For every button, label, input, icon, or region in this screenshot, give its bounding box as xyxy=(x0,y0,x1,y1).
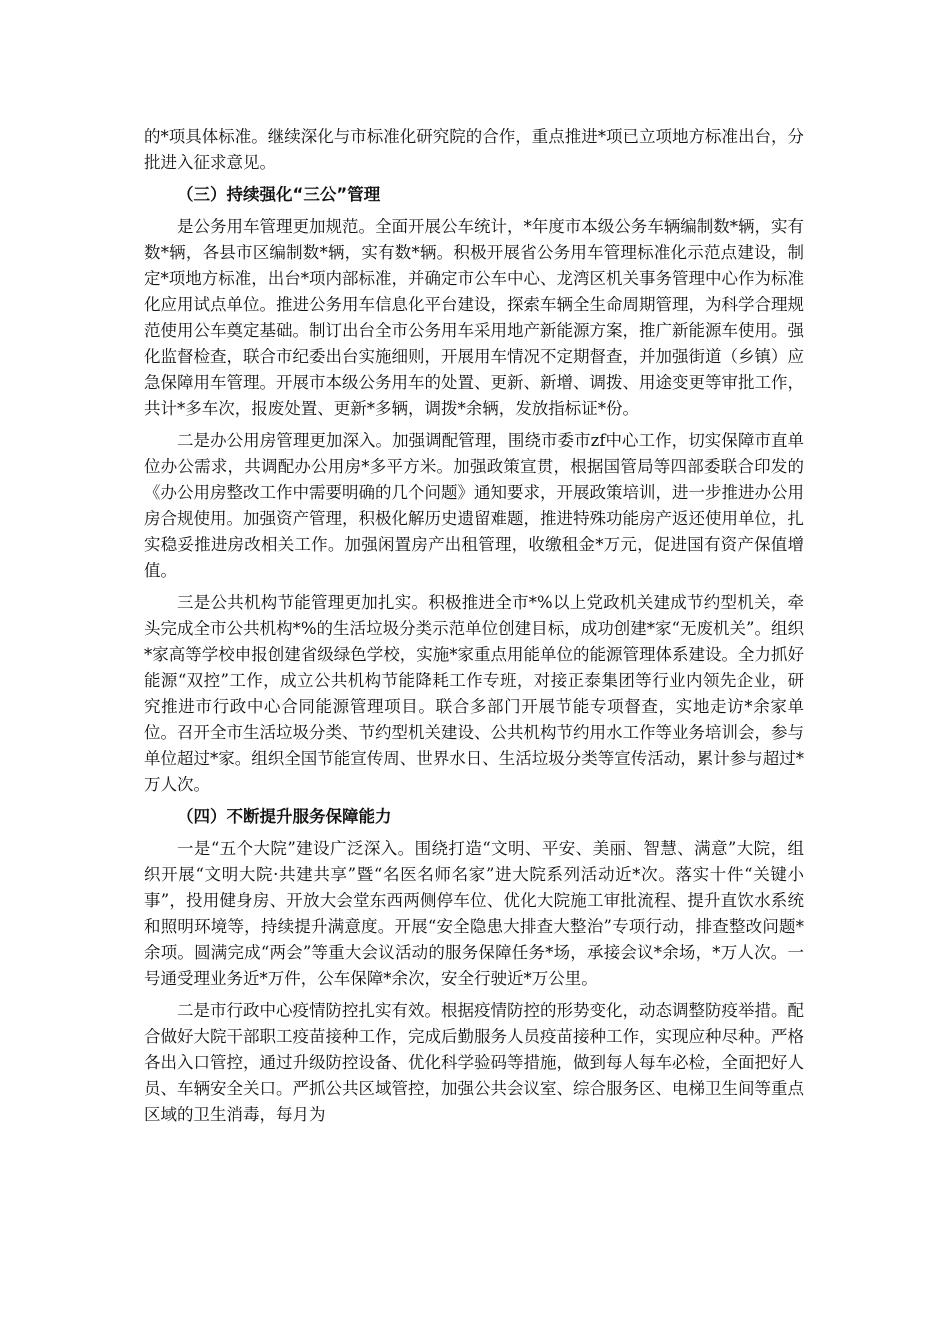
document-page xyxy=(144,124,804,1134)
paragraph-official-vehicles: 是公务用车管理更加规范。全面开展公车统计，*年度市本级公务车辆编制数*辆，实有数*辆，各县市区编制数*辆，实有数*辆。积极开展省公务用车管理标准化示范点建设，制定*项地方标准，出台*项内部标准，并确定市公车中心、龙湾区机关事务管理中心作为标准化应用试点单位。推进公务用车信息化平台建设，探索车辆全生命周期管理，为科学合理规范使用公车奠定基础。制订出台全市公务用车采用地产新能源方案，推广新能源车使用。强化监督检查，联合市纪委出台实施细则，开展用车情况不定期督查，并加强街道（乡镇）应急保障用车管理。开展市本级公务用车的处置、更新、新增、调拨、用途变更等审批工作，共计*多车次，报废处置、更新*多辆，调拨*余辆，发放指标证*份。 xyxy=(144,217,804,418)
section-heading-4: （四）不断提升服务保障能力 xyxy=(177,807,392,826)
paragraph-energy-saving: 三是公共机构节能管理更加扎实。积极推进全市*%以上党政机关建成节约型机关，牵头完成全市公共机构*%的生活垃圾分类示范单位创建目标，成功创建*家“无废机关”。组织*家高等学校申报创建省级绿色学校，实施*家重点用能单位的能源管理体系建设。全力抓好能源“双控”工作，成立公共机构节能降耗工作专班，对接正泰集团等行业内领先企业，研究推进市行政中心合同能源管理项目。联合多部门开展节能专项督查，实地走访*余家单位。召开全市生活垃圾分类、节约型机关建设、公共机构节约用水工作等业务培训会，参与单位超过*家。组织全国节能宣传周、世界水日、生活垃圾分类等宣传活动，累计参与超过*万人次。 xyxy=(144,593,804,794)
paragraph-five-compounds: 一是“五个大院”建设广泛深入。围绕打造“文明、平安、美丽、智慧、满意”大院，组织开展“文明大院·共建共享”暨“名医名师名家”进大院系列活动近*次。落实十件“关键小事”，投用健身房、开放大会堂东西两侧停车位、优化大院施工审批流程、提升直饮水系统和照明环境等，持续提升满意度。开展“安全隐患大排查大整治”专项行动，排查整改问题*余项。圆满完成“两会”等重大会议活动的服务保障任务*场，承接会议*余场，*万人次。一号通受理业务近*万件，公车保障*余次，安全行驶近*万公里。 xyxy=(144,839,804,988)
paragraph-continued: 的*项具体标准。继续深化与市标准化研究院的合作，重点推进*项已立项地方标准出台，分批进入征求意见。 xyxy=(144,127,804,172)
paragraph-office-housing: 二是办公用房管理更加深入。加强调配管理，围绕市委市zf中心工作，切实保障市直单位办公需求，共调配办公用房*多平方米。加强政策宣贯，根据国管局等四部委联合印发的《办公用房整改工作中需要明确的几个问题》通知要求，开展政策培训，进一步推进办公用房合规使用。加强资产管理，积极化解历史遗留难题，推进特殊功能房产返还使用单位，扎实稳妥推进房改相关工作。加强闲置房产出租管理，收缴租金*万元，促进国有资产保值增值。 xyxy=(144,431,804,580)
paragraph-epidemic-control: 二是市行政中心疫情防控扎实有效。根据疫情防控的形势变化，动态调整防疫举措。配合做好大院干部职工疫苗接种工作，完成后勤服务人员疫苗接种工作，实现应种尽种。严格各出入口管控，通过升级防控设备、优化科学验码等措施，做到每人每车必检，全面把好人员、车辆安全关口。严抓公共区域管控，加强公共会议室、综合服务区、电梯卫生间等重点区域的卫生消毒，每月为 xyxy=(144,1001,804,1124)
section-heading-3: （三）持续强化“三公”管理 xyxy=(177,185,381,204)
